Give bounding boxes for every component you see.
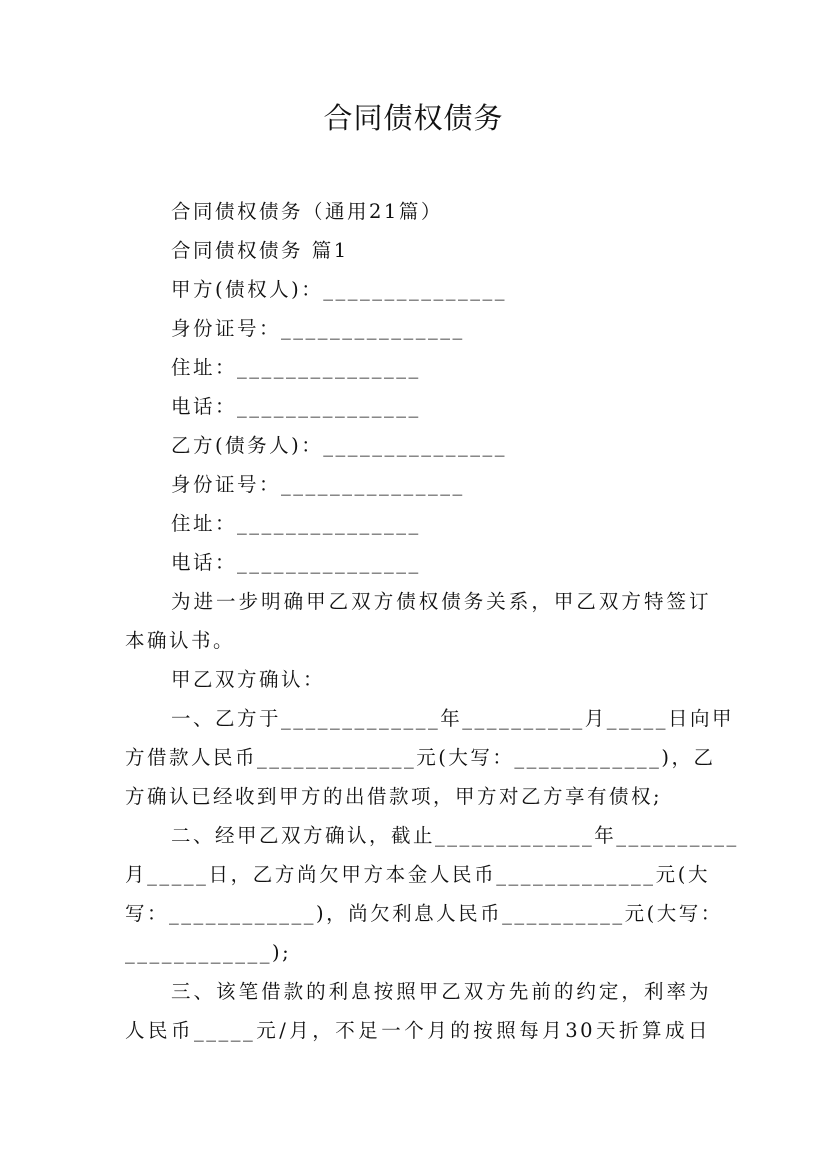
section-heading: 合同债权债务 篇1 [171, 239, 349, 262]
paragraph-line: 甲乙双方确认： [171, 668, 326, 691]
clause-line: 月_____日，乙方尚欠甲方本金人民币_____________元(大 [125, 863, 710, 886]
party-b-phone-field: 电话：_______________ [171, 551, 421, 574]
clause-line: 一、乙方于_____________年__________月_____日向甲 [171, 707, 735, 730]
clause-line: 方确认已经收到甲方的出借款项，甲方对乙方享有债权; [125, 785, 663, 808]
party-a-address-field: 住址：_______________ [171, 356, 421, 379]
subtitle-line: 合同债权债务（通用21篇） [171, 200, 443, 223]
clause-line: ____________); [125, 941, 292, 964]
party-b-id-field: 身份证号：_______________ [171, 473, 465, 496]
document-title: 合同债权债务 [323, 101, 504, 135]
party-b-field: 乙方(债务人)：_______________ [171, 434, 507, 457]
paragraph-line: 为进一步明确甲乙双方债权债务关系，甲乙双方特签订 [171, 590, 711, 613]
paragraph-line: 本确认书。 [125, 629, 236, 652]
clause-line: 方借款人民币_____________元(大写：____________)，乙 [125, 746, 716, 769]
party-a-field: 甲方(债权人)：_______________ [171, 278, 507, 301]
clause-line: 二、经甲乙双方确认，截止_____________年__________ [171, 824, 739, 847]
clause-line: 三、该笔借款的利息按照甲乙双方先前的约定，利率为 [171, 980, 711, 1003]
party-a-phone-field: 电话：_______________ [171, 395, 421, 418]
party-b-address-field: 住址：_______________ [171, 512, 421, 535]
clause-line: 写：____________)，尚欠利息人民币__________元(大写： [125, 902, 723, 925]
party-a-id-field: 身份证号：_______________ [171, 317, 465, 340]
clause-line: 人民币_____元/月，不足一个月的按照每月30天折算成日 [125, 1019, 710, 1042]
